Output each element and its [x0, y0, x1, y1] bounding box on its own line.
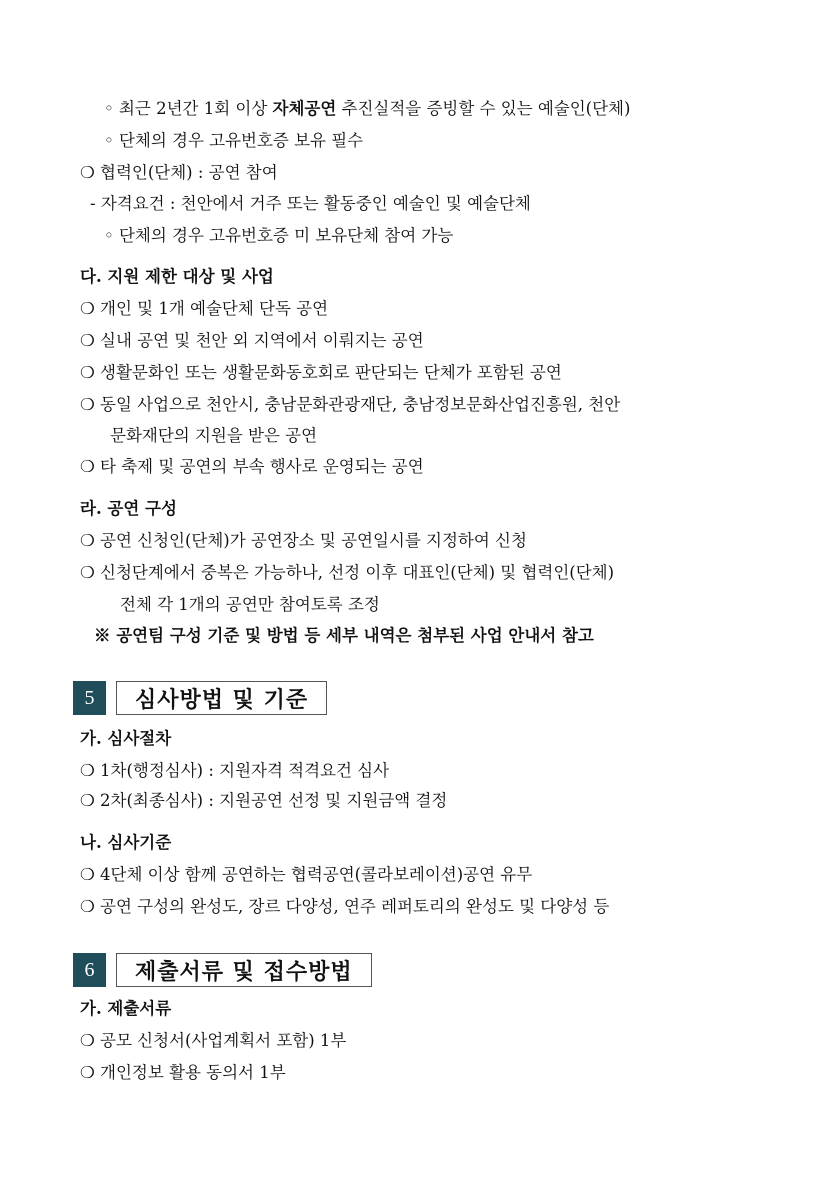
reference-note: ※ 공연팀 구성 기준 및 방법 등 세부 내역은 첨부된 사업 안내서 참고: [94, 626, 594, 645]
section-header-6: [73, 953, 372, 987]
list-item-continuation: 문화재단의 지원을 받은 공연: [110, 426, 318, 445]
collaborator-registration-line: ◦ 단체의 경우 고유번호증 미 보유단체 참여 가능: [104, 226, 454, 245]
eligibility-line-registration: ◦ 단체의 경우 고유번호증 보유 필수: [104, 131, 364, 150]
list-item: ❍ 공연 구성의 완성도, 장르 다양성, 연주 레퍼토리의 완성도 및 다양성 등: [80, 897, 610, 916]
collaborator-line: ❍ 협력인(단체) : 공연 참여: [80, 163, 278, 182]
list-item: ❍ 개인 및 1개 예술단체 단독 공연: [80, 299, 329, 318]
eligibility-line-track-record: [104, 98, 630, 120]
list-item-continuation: 전체 각 1개의 공연만 참여토록 조정: [120, 595, 380, 614]
heading-review-criteria: 나. 심사기준: [80, 833, 172, 852]
list-item: ❍ 4단체 이상 함께 공연하는 협력공연(콜라보레이션)공연 유무: [80, 865, 533, 884]
section-number: 6: [73, 953, 106, 987]
list-item: ❍ 공연 신청인(단체)가 공연장소 및 공연일시를 지정하여 신청: [80, 531, 527, 550]
section-number: 5: [73, 681, 106, 715]
line-text: ◦ 최근 2년간 1회 이상: [104, 99, 273, 118]
section-title: 제출서류 및 접수방법: [116, 953, 372, 987]
list-item: ❍ 개인정보 활용 동의서 1부: [80, 1063, 286, 1082]
heading-review-procedure: 가. 심사절차: [80, 729, 172, 748]
list-item: ❍ 실내 공연 및 천안 외 지역에서 이뤄지는 공연: [80, 331, 424, 350]
list-item: ❍ 2차(최종심사) : 지원공연 선정 및 지원금액 결정: [80, 791, 448, 810]
emphasis-text: 자체공연: [272, 99, 337, 118]
section-header-5: [73, 681, 327, 715]
section-title: 심사방법 및 기준: [116, 681, 327, 715]
list-item: ❍ 공모 신청서(사업계획서 포함) 1부: [80, 1031, 347, 1050]
heading-restrictions: 다. 지원 제한 대상 및 사업: [80, 267, 274, 286]
list-item: ❍ 신청단계에서 중복은 가능하나, 선정 이후 대표인(단체) 및 협력인(단체): [80, 563, 615, 582]
heading-performance-composition: 라. 공연 구성: [80, 499, 177, 518]
list-item: ❍ 생활문화인 또는 생활문화동호회로 판단되는 단체가 포함된 공연: [80, 363, 562, 382]
list-item: ❍ 동일 사업으로 천안시, 충남문화관광재단, 충남정보문화산업진흥원, 천안: [80, 395, 621, 414]
line-text: 추진실적을 증빙할 수 있는 예술인(단체): [336, 99, 631, 118]
collaborator-requirement-line: - 자격요건 : 천안에서 거주 또는 활동중인 예술인 및 예술단체: [90, 194, 531, 213]
list-item: ❍ 1차(행정심사) : 지원자격 적격요건 심사: [80, 761, 390, 780]
list-item: ❍ 타 축제 및 공연의 부속 행사로 운영되는 공연: [80, 457, 424, 476]
heading-submission-documents: 가. 제출서류: [80, 999, 172, 1018]
